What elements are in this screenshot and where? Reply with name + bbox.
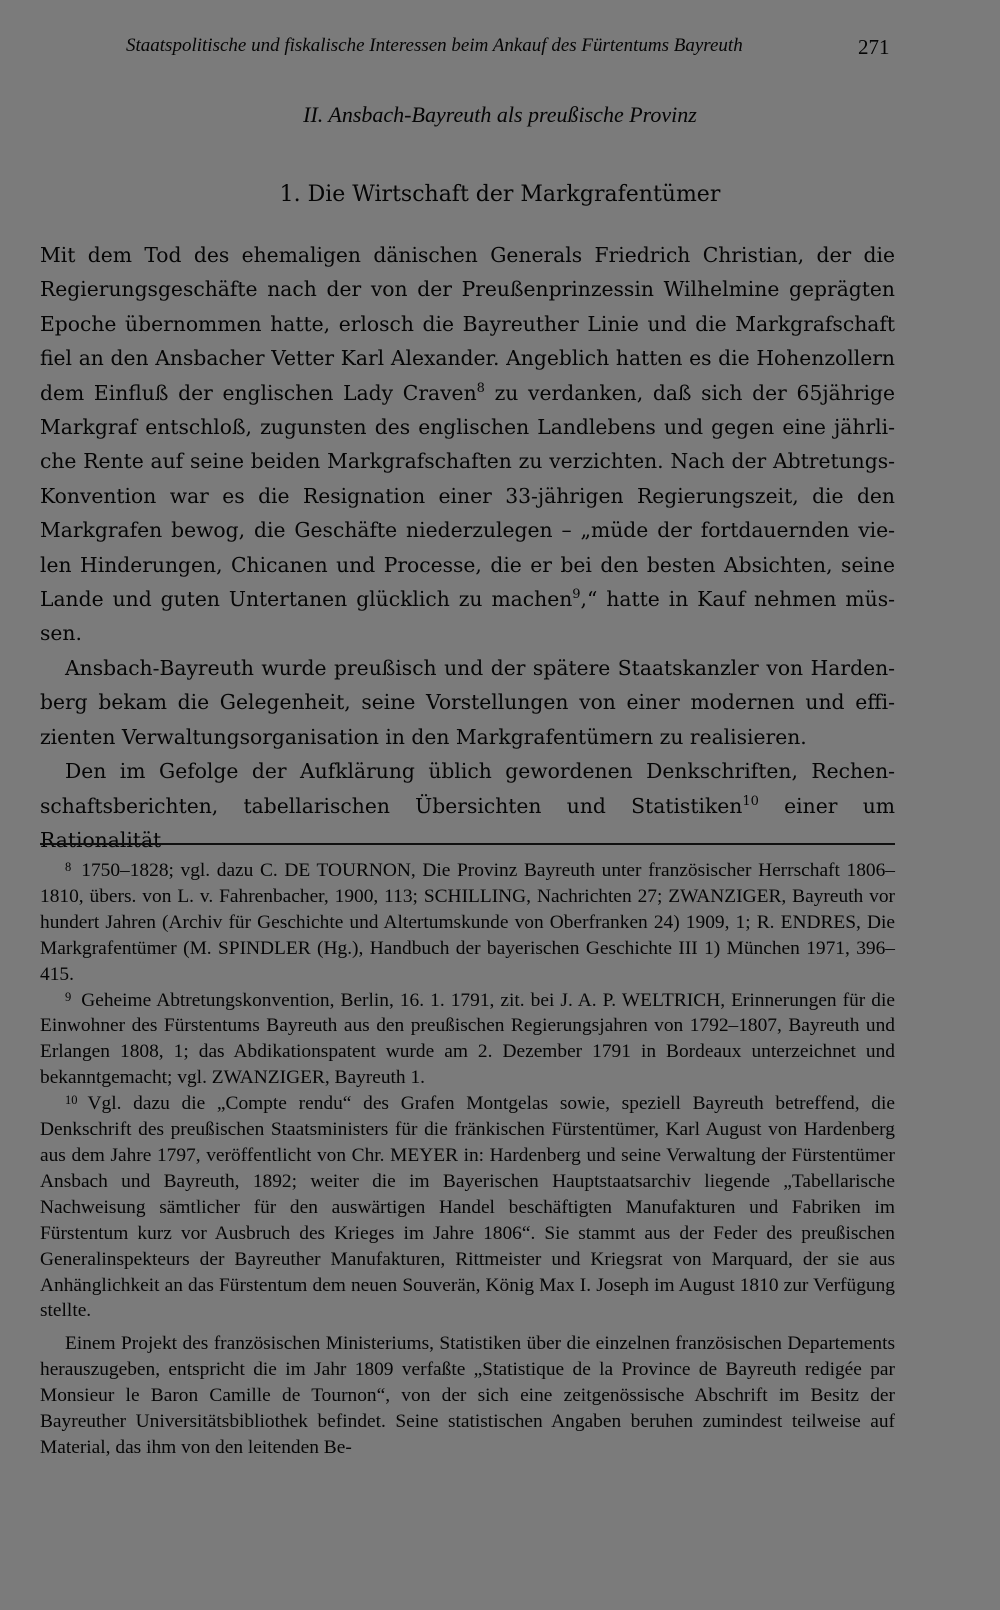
running-head: Staatspolitische und fiskalische Interessen beim Ankauf des Fürtentums Bayreuth: [126, 35, 743, 56]
footnote-reference-8: 8: [476, 380, 485, 396]
footnote-8: [40, 858, 895, 988]
page-number: 271: [858, 35, 890, 59]
body-paragraph: [40, 238, 895, 651]
footnote-divider: [40, 843, 895, 845]
body-text-run: ,“ hatte in Kauf nehmen müssen.: [40, 587, 895, 646]
footnote-text: Geheime Abtretungskonvention, Berlin, 16. 1. 1791, zit. bei J. A. P. WELTRICH, Erinnerungen für die Einwohner des Fürstentums Bayreuth aus den preußischen Regierungsjahren von 1792–1807, Bayreuth und Erlangen 1808, 1; das Abdikationspatent wurde am 2. Dezember 1791 in Bordeaux unterzeichnet und bekanntgemacht; vgl. ZWANZIGER, Bayreuth 1.: [40, 989, 895, 1089]
footnote-mark: 10: [65, 1093, 78, 1108]
footnote-text: Vgl. dazu die „Compte rendu“ des Grafen Montgelas sowie, speziell Bayreuth betreffend, die Denkschrift des preußischen Staatsministers für die fränkischen Fürstentümer, Karl August von Hardenberg aus dem Jahre 1797, veröffentlicht von Chr. MEYER in: Hardenberg und seine Verwaltung der Fürstentümer Ansbach und Bayreuth, 1892; weiter die im Bayerischen Hauptstaatsarchiv liegende „Tabellarische Nachweisung sämtlicher für den auswärtigen Handel beschäftigten Manufakturen und Fabriken im Fürstentum kurz vor Ausbruch des Krieges im Jahre 1806“. Sie stammt aus der Feder des preußischen Generalinspekteurs der Bayreuther Manufakturen, Rittmeister und Kriegsrat von Marquard, der sie aus Anhänglichkeit an das Fürstentum dem neuen Souverän, König Max I. Joseph im August 1810 zur Verfügung stellte.: [40, 1093, 895, 1322]
footnote-text: 1750–1828; vgl. dazu C. DE TOURNON, Die Provinz Bayreuth unter französischer Herrschaft 1806–1810, übers. von L. v. Fahrenbacher, 1900, 113; SCHILLING, Nachrichten 27; ZWANZIGER, Bayreuth vor hundert Jahren (Archiv für Geschichte und Altertumskunde von Oberfranken 24) 1909, 1; R. ENDRES, Die Markgrafentümer (M. SPINDLER (Hg.), Handbuch der bayerischen Geschichte III 1) München 1971, 396–415.: [40, 860, 895, 985]
body-text-run: Den im Gefolge der Aufklärung üblich gewordenen Denkschriften, Rechenschaftsberichten, tabellarischen Übersichten und Statistiken: [40, 759, 895, 818]
body-text-run: zu verdanken, daß sich der 65jährige Markgraf entschloß, zugunsten des englischen Landlebens und gegen eine jährliche Rente auf seine beiden Markgrafschaften zu verzichten. Nach der AbtretungsKonvention war es die Resignation einer 33-jährigen Regierungszeit, die den Markgrafen bewog, die Geschäfte niederzulegen – „müde der fortdauernden vielen Hinderungen, Chicanen und Processe, die er bei den besten Absichten, seine Lande und guten Untertanen glücklich zu machen: [40, 380, 895, 612]
footnote-continuation: Einem Projekt des französischen Ministeriums, Statistiken über die einzelnen französischen Departements herauszugeben, entspricht die im Jahr 1809 verfaßte „Statistique de la Province de Bayreuth redigée par Monsieur le Baron Camille de Tournon“, von der sich eine zeitgenössische Abschrift im Besitz der Bayreuther Universitätsbibliothek befindet. Seine statistischen Angaben beruhen zumindest teilweise auf Material, das ihm von den leitenden Be-: [40, 1333, 895, 1458]
footnote-reference-10: 10: [742, 793, 759, 809]
footnote-10: [40, 1091, 895, 1324]
footnotes: [40, 858, 895, 1461]
footnote-mark: 8: [65, 860, 72, 874]
body-text: [40, 238, 895, 857]
subsection-title: 1. Die Wirtschaft der Markgrafentümer: [279, 182, 721, 207]
body-paragraph: Ansbach-Bayreuth wurde preußisch und der spätere Staatskanzler von Hardenberg bekam die Gelegenheit, seine Vorstellungen von einer modernen und effizienten Verwaltungsorganisation in den Markgrafentümern zu realisieren.: [40, 655, 895, 749]
body-paragraph: [40, 754, 895, 857]
body-text-run: Mit dem Tod des ehemaligen dänischen Generals Friedrich Christian, der die Regierungsgeschäfte nach der von der Preußenprinzessin Wilhelmine geprägten Epoche übernommen hatte, erlosch die Bayreuther Linie und die Markgrafschaft fiel an den Ansbacher Vetter Karl Alexander. Angeblich hatten es die Hohenzollern dem Einfluß der englischen Lady Craven: [40, 243, 895, 405]
footnote-9: [40, 988, 895, 1092]
body-text-run: einer um Rationalität: [40, 793, 896, 852]
footnote-mark: 9: [65, 989, 72, 1004]
section-title: II. Ansbach-Bayreuth als preußische Provinz: [303, 102, 697, 127]
footnote-reference-9: 9: [572, 587, 581, 603]
